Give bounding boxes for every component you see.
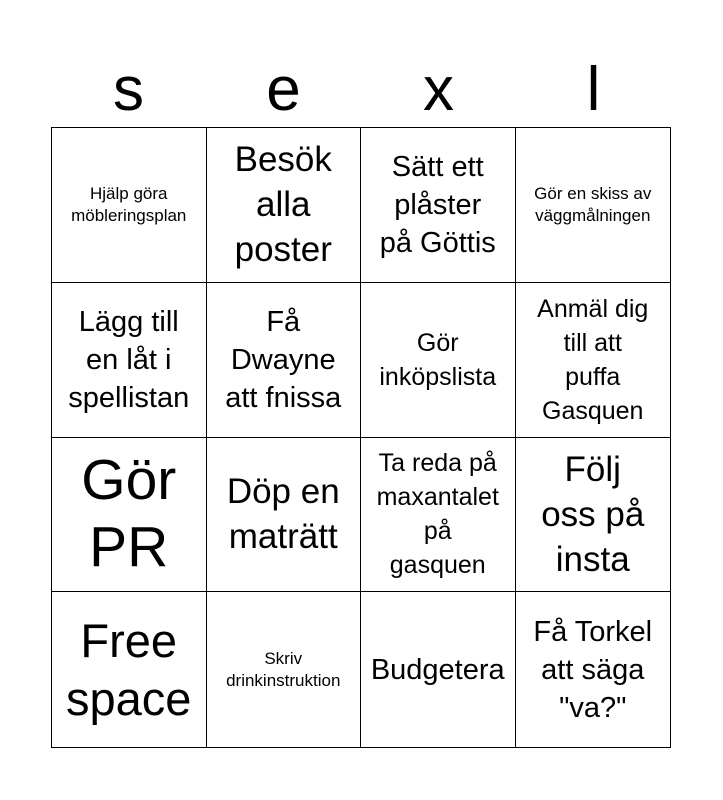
header-letter-4: l [586, 55, 601, 124]
cell-text: Lägg till en låt i spellistan [68, 305, 190, 414]
cell-text: Döp en maträtt [226, 472, 340, 557]
header-letter-1: s [113, 55, 144, 124]
bingo-cell [361, 592, 516, 747]
bingo-cell [516, 592, 671, 747]
bingo-grid [51, 127, 671, 748]
cell-text: Gör inköpslista [379, 328, 497, 391]
cell-text: Hjälp göra möbleringsplan [71, 183, 187, 225]
bingo-cell [361, 283, 516, 438]
bingo-cell [207, 438, 362, 593]
cell-text: Free space [66, 613, 192, 725]
cell-text: Budgetera [370, 653, 505, 686]
cell-text: Gör en skiss av väggmålningen [534, 183, 652, 225]
cell-text: Ta reda på maxantalet på gasquen [376, 449, 499, 580]
bingo-cell [52, 438, 207, 593]
bingo-cell [52, 283, 207, 438]
cell-text: Anmäl dig till att puffa Gasquen [537, 294, 649, 425]
header-letter-2: e [266, 55, 301, 124]
cell-text: Gör PR [81, 448, 177, 580]
header-letter-3: x [423, 55, 454, 124]
bingo-cell [361, 128, 516, 283]
bingo-cell [207, 592, 362, 747]
bingo-cell [207, 283, 362, 438]
bingo-header [51, 52, 671, 128]
bingo-cell [516, 438, 671, 593]
cell-text: Sätt ett plåster på Göttis [379, 150, 496, 259]
bingo-cell [516, 283, 671, 438]
bingo-cell [52, 128, 207, 283]
cell-text: Skriv drinkinstruktion [226, 648, 341, 690]
cell-text: Besök alla poster [234, 140, 332, 270]
cell-text: Följ oss på insta [541, 449, 645, 579]
cell-text: Få Dwayne att fnissa [225, 305, 342, 414]
bingo-cell [361, 438, 516, 593]
bingo-cell [516, 128, 671, 283]
bingo-cell [207, 128, 362, 283]
cell-text: Få Torkel att säga "va?" [533, 615, 653, 724]
bingo-cell [52, 592, 207, 747]
